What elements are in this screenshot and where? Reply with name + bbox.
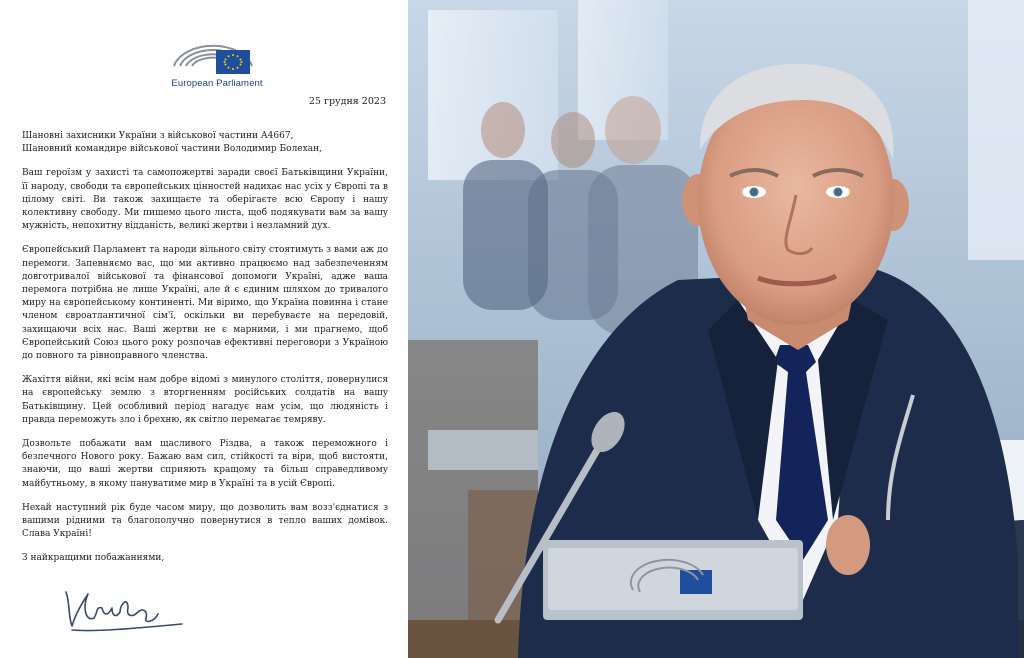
letter-date: 25 грудня 2023 [308, 96, 386, 107]
paragraph: Нехай наступний рік буде часом миру, що дозволить вам возз'єднатися з вашими рідними та благополучно повернутися в тепло ваших домівок. Слава Україні! [22, 502, 388, 540]
paragraph: Ваш героїзм у захисті та самопожертві заради своєї Батьківщини України, її народу, свободи та європейських цінностей надихає нас усіх у Європі та в цілому світі. Ви також захищаєте та оберігаєте всю Європу і нашу колективну свободу. Ми пишемо цього листа, щоб подякувати вам за вашу мужність, непохитну відданість, великі жертви і незламний дух. [22, 168, 388, 232]
closing-line: З найкращими побажаннями, [22, 553, 165, 563]
paragraph: Дозвольте побажати вам щасливого Різдва, а також переможного і безпечного Нового року. Бажаю вам сил, стійкості та віри, щоб вистояти, знаючи, що ваші жертви сприяють кращому та більш справедливому майбутньому, в якому пануватиме мир в Україні та в усій Європі. [22, 439, 388, 489]
letter-body [22, 130, 388, 552]
paragraph: Європейський Парламент та народи вільного світу стоятимуть з вами аж до перемоги. Запевняємо вас, що ми активно працюємо над забезпеченням довготривалої військової та фінансової допомоги Україні, адже ваша перемога потрібна не лише Україні, але й є єдиним шляхом до тривалого миру на європейському континенті. Ми віримо, що Україна повинна і стане членом євроатлантичної сім'ї, оскільки ви перебуваєте на передовій, захищаючи всіх нас. Ваші жертви не є марними, і ми прагнемо, щоб Європейський Союз цього року розпочав ефективні переговори з Україною до повного та рівноправного членства. [22, 245, 388, 362]
photo-speaker-in-parliament [408, 0, 1024, 658]
logo-text: European Parliament [171, 78, 263, 89]
paragraph: Жахіття війни, які всім нам добре відомі з минулого століття, повернулися на європейську землю з вторгненням російських солдатів на вашу Батьківщину. Цей особливий період нагадує нам усім, що людяність і правда переможуть зло і брехню, як світло перемагає темряву. [22, 375, 388, 425]
salutation-line: Шановний командире військової частини Володимир Болехан, [22, 144, 322, 155]
salutation [22, 130, 388, 156]
letter-document [0, 0, 408, 658]
salutation-line: Шановні захисники України з військової частини А4667, [22, 131, 294, 141]
handwritten-signature [58, 582, 188, 642]
